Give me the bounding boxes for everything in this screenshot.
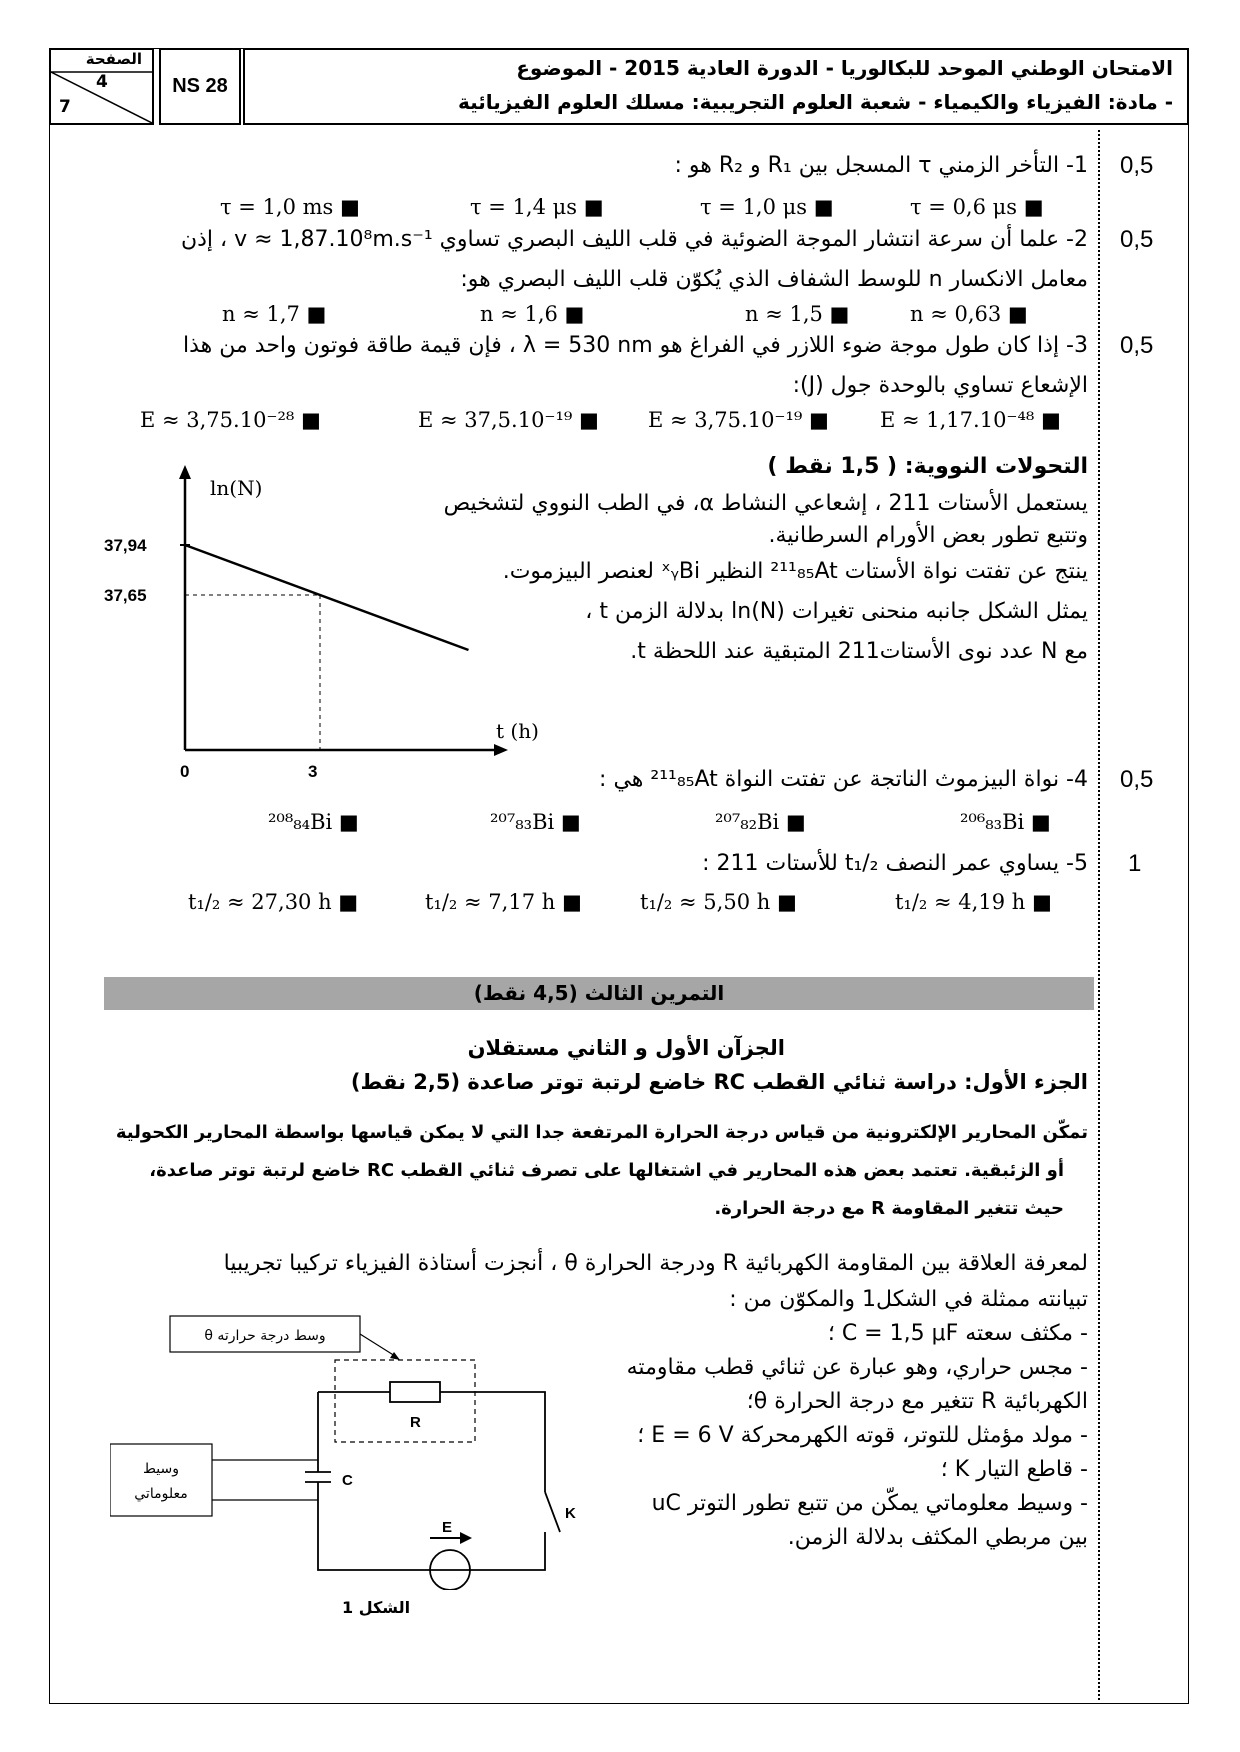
q2-points: 0,5 [1120, 226, 1154, 253]
exam-code: NS 28 [172, 75, 228, 97]
q1-text: 1- التأخر الزمني τ المسجل بين R₁ و R₂ هو : [674, 153, 1088, 178]
body-line2: تبيانته ممثلة في الشكل1 والمكوّن من : [729, 1287, 1088, 1312]
q2-text-line1: 2- علما أن سرعة انتشار الموجة الضوئية في قلب الليف البصري تساوي v ≈ 1,87.10⁸m.s⁻¹ ، إذن [180, 227, 1088, 252]
q1-option-3: τ = 1,4 μs ■ [470, 195, 604, 219]
resistor-label: R [410, 1414, 421, 1431]
q2-option-2: n ≈ 1,5 ■ [745, 302, 850, 326]
nuclear-paragraph-5: مع N عدد نوى الأستات211 المتبقية عند اللحظة t. [630, 639, 1088, 664]
header-title-line1: الامتحان الوطني الموحد للبكالوريا - الدورة العادية 2015 - الموضوع [516, 56, 1173, 80]
page-total: 7 [59, 97, 71, 117]
nuclear-paragraph-2: وتتبع تطور بعض الأورام السرطانية. [768, 523, 1088, 548]
nuclear-title: التحولات النووية: ( 1,5 نقط ) [767, 454, 1088, 479]
parts-independent-note: الجزآن الأول و الثاني مستقلان [467, 1036, 785, 1060]
x-axis-arrow [494, 744, 508, 756]
page-number-box [49, 48, 154, 125]
y-axis-arrow [179, 465, 191, 479]
q4-points: 0,5 [1120, 766, 1154, 793]
q3-option-4: E ≈ 3,75.10⁻²⁸ ■ [140, 408, 321, 432]
y-axis-label: ln(N) [210, 476, 263, 500]
generator-label: E [442, 1519, 453, 1536]
q3-option-2: E ≈ 3,75.10⁻¹⁹ ■ [648, 408, 829, 432]
part1-title: الجزء الأول: دراسة ثنائي القطب RC خاضع لرتبة توتر صاعدة (2,5 نقط) [350, 1070, 1088, 1094]
exercise3-title-bar: التمرين الثالث (4,5 نقط) [104, 977, 1094, 1010]
q1-option-1: τ = 0,6 μs ■ [910, 195, 1044, 219]
q2-option-3: n ≈ 1,6 ■ [480, 302, 585, 326]
interface-label-line1: وسيط [142, 1461, 180, 1477]
component-item-1: - مكثف سعته C = 1,5 μF ؛ [827, 1321, 1088, 1346]
component-item-3: الكهربائية R تتغير مع درجة الحرارة θ؛ [746, 1389, 1088, 1414]
q5-option-1: t₁/₂ ≈ 4,19 h ■ [895, 890, 1052, 914]
switch-label: K [565, 1505, 576, 1522]
header-title-box [243, 48, 1189, 125]
nuclear-paragraph-3: ينتج عن تفتت نواة الأستات ²¹¹₈₅At النظير ˣᵧBi لعنصر البيزموت. [502, 559, 1088, 584]
q3-text-line2: الإشعاع تساوي بالوحدة جول (J): [792, 373, 1088, 398]
circuit-diagram [110, 1310, 610, 1590]
q2-text-line2: معامل الانكسار n للوسط الشفاف الذي يُكوّن قلب الليف البصري هو: [460, 267, 1088, 292]
component-item-2: - مجس حراري، وهو عبارة عن ثنائي قطب مقاومته [626, 1355, 1088, 1380]
nuclear-paragraph-4: يمثل الشكل جانبه منحنى تغيرات ln(N) بدلالة الزمن t ، [585, 599, 1088, 624]
component-item-7: بين مربطي المكثف بدلالة الزمن. [787, 1525, 1088, 1550]
data-line [185, 545, 469, 650]
q3-points: 0,5 [1120, 332, 1154, 359]
body-line1: لمعرفة العلاقة بين المقاومة الكهربائية R ودرجة الحرارة θ ، أنجزت أستاذة الفيزياء تركيبا تجريبيا [223, 1251, 1088, 1276]
q5-option-4: t₁/₂ ≈ 27,30 h ■ [188, 890, 359, 914]
x-axis-label: t (h) [496, 719, 539, 743]
figure1-caption: الشكل 1 [342, 1598, 411, 1617]
intro-line3: حيث تتغير المقاومة R مع درجة الحرارة. [714, 1198, 1064, 1219]
ln-n-graph [100, 465, 540, 785]
q5-text: 5- يساوي عمر النصف t₁/₂ للأستات 211 : [702, 851, 1088, 876]
x-tick-3: 3 [308, 762, 318, 781]
intro-line1: تمكّن المحارير الإلكترونية من قياس درجة الحرارة المرتفعة جدا التي لا يمكن قياسها بواسطة المحارير الكحولية [115, 1122, 1088, 1143]
q4-option-4: ²⁰⁸₈₄Bi ■ [268, 810, 359, 834]
q2-option-1: n ≈ 0,63 ■ [910, 302, 1028, 326]
component-item-5: - قاطع التيار K ؛ [940, 1457, 1088, 1482]
x-tick-origin: 0 [180, 762, 190, 781]
exam-code-box [159, 48, 241, 125]
q1-points: 0,5 [1120, 152, 1154, 179]
q3-option-1: E ≈ 1,17.10⁻⁴⁸ ■ [880, 408, 1061, 432]
q5-points: 1 [1128, 850, 1142, 877]
q1-option-2: τ = 1,0 μs ■ [700, 195, 834, 219]
component-item-6: - وسيط معلوماتي يمكّن من تتبع تطور التوتر uC [651, 1491, 1088, 1516]
component-item-4: - مولد مؤمثل للتوتر، قوته الكهرمحركة E = 6 V ؛ [637, 1423, 1088, 1448]
nuclear-paragraph-1: يستعمل الأستات 211 ، إشعاعي النشاط α، في الطب النووي لتشخيص [443, 491, 1088, 516]
q2-option-4: n ≈ 1,7 ■ [222, 302, 327, 326]
page-label: الصفحة [85, 50, 142, 68]
capacitor-label: C [342, 1472, 353, 1489]
q5-option-2: t₁/₂ ≈ 5,50 h ■ [640, 890, 797, 914]
q4-option-3: ²⁰⁷₈₃Bi ■ [490, 810, 581, 834]
q4-text: 4- نواة البيزموث الناتجة عن تفتت النواة ²¹¹₈₅At هي : [599, 767, 1088, 792]
q4-option-2: ²⁰⁷₈₂Bi ■ [715, 810, 806, 834]
q5-option-3: t₁/₂ ≈ 7,17 h ■ [425, 890, 582, 914]
interface-label-line2: معلوماتي [134, 1486, 188, 1502]
y-tick-low: 37,65 [104, 586, 147, 605]
intro-line2: أو الزئبقية. تعتمد بعض هذه المحارير في اشتغالها على تصرف ثنائي القطب RC خاضع لرتبة توتر صاعدة، [149, 1160, 1064, 1181]
q3-option-3: E ≈ 37,5.10⁻¹⁹ ■ [418, 408, 599, 432]
points-column-divider [1098, 130, 1100, 1700]
header-title-line2: - مادة: الفيزياء والكيمياء - شعبة العلوم التجريبية: مسلك العلوم الفيزيائية [457, 90, 1173, 114]
page-number: 4 [96, 72, 108, 92]
q3-text-line1: 3- إذا كان طول موجة ضوء اللازر في الفراغ هو λ = 530 nm ، فإن قيمة طاقة فوتون واحد من هذا [183, 333, 1088, 358]
medium-label: وسط درجة حرارته θ [204, 1328, 326, 1344]
y-tick-high: 37,94 [104, 536, 147, 555]
q4-option-1: ²⁰⁶₈₃Bi ■ [960, 810, 1051, 834]
q1-option-4: τ = 1,0 ms ■ [220, 195, 360, 219]
